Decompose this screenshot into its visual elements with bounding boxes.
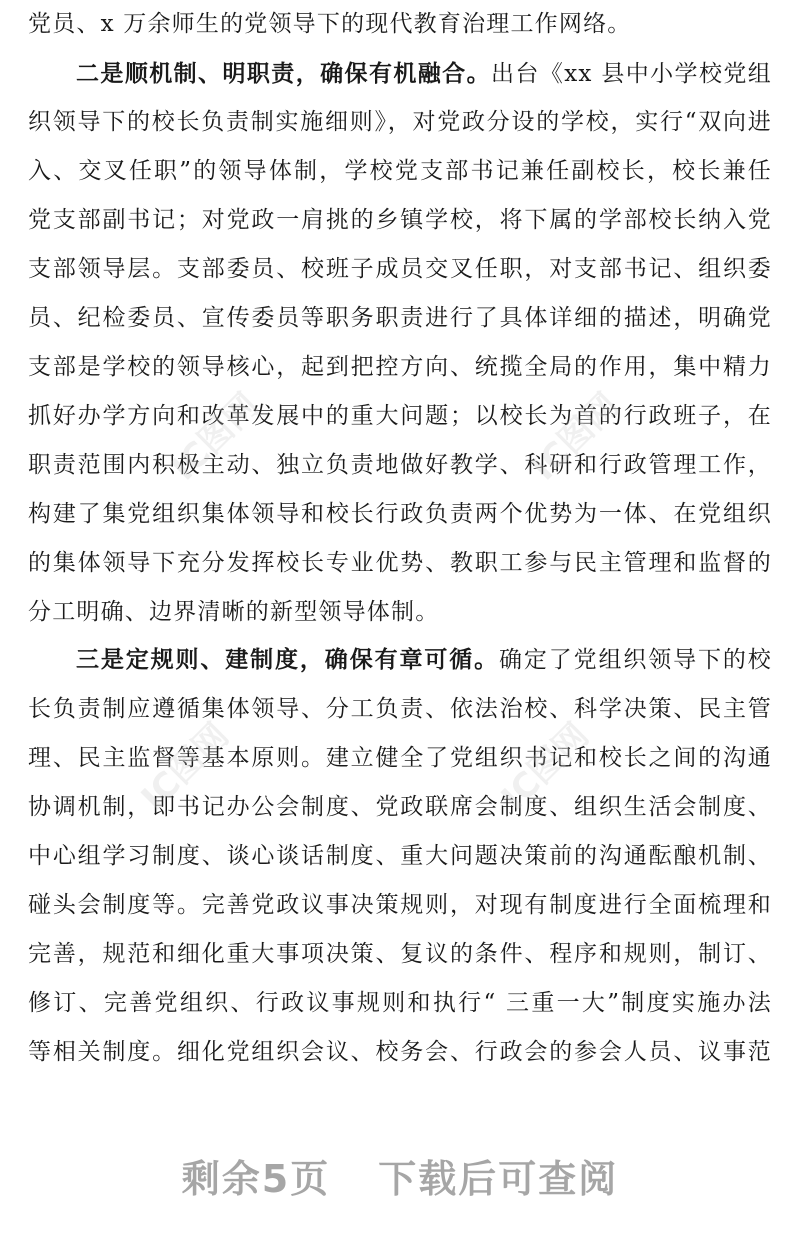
text-line-19: 碰头会制度等。完善党政议事决策规则，对现有制度进行全面梳理和 bbox=[28, 892, 772, 918]
section-heading-2: 二是顺机制、明职责，确保有机融合。 bbox=[76, 60, 492, 87]
text-line-16: 理、民主监督等基本原则。建立健全了党组织书记和校长之间的沟通 bbox=[28, 745, 772, 771]
download-prompt[interactable] bbox=[0, 1148, 800, 1203]
watermark: IC图网 bbox=[523, 385, 627, 489]
text-line-13: 分工明确、边界清晰的新型领导体制。 bbox=[28, 599, 440, 625]
watermark: IC图网 bbox=[163, 385, 267, 489]
text-line-22: 等相关制度。细化党组织会议、校务会、行政会的参会人员、议事范 bbox=[28, 1039, 772, 1065]
text-line-18: 中心组学习制度、谈心谈话制度、重大问题决策前的沟通酝酿机制、 bbox=[28, 843, 772, 869]
section-heading-3: 三是定规则、建制度，确保有章可循。 bbox=[76, 646, 499, 673]
text-line-4: 入、交叉任职”的领导体制，学校党支部书记兼任副校长，校长兼任 bbox=[28, 158, 772, 184]
text-line-8: 支部是学校的领导核心，起到把控方向、统揽全局的作用，集中精力 bbox=[28, 354, 772, 380]
text-line-17: 协调机制，即书记办公会制度、党政联席会制度、组织生活会制度、 bbox=[28, 794, 772, 820]
watermark: IC图网 bbox=[493, 715, 597, 819]
text-line-11: 构建了集党组织集体领导和校长行政负责两个优势为一体、在党组织 bbox=[28, 501, 772, 527]
text-line-9: 抓好办学方向和改革发展中的重大问题；以校长为首的行政班子，在 bbox=[28, 403, 772, 429]
text-line-3: 织领导下的校长负责制实施细则》，对党政分设的学校，实行“双向进 bbox=[28, 109, 772, 135]
text-line-21: 修订、完善党组织、行政议事规则和执行“ 三重一大”制度实施办法 bbox=[28, 990, 772, 1016]
text-line-1: 党员、x 万余师生的党领导下的现代教育治理工作网络。 bbox=[28, 11, 632, 37]
text-line-10: 职责范围内积极主动、独立负责地做好教学、科研和行政管理工作， bbox=[28, 452, 772, 478]
text-line-2: 二是顺机制、明职责，确保有机融合。出台《xx 县中小学校党组 bbox=[76, 60, 772, 87]
text-line-6: 支部领导层。支部委员、校班子成员交叉任职，对支部书记、组织委 bbox=[28, 256, 772, 282]
watermark: IC图网 bbox=[133, 715, 237, 819]
remaining-pages-label: 剩余5页 bbox=[181, 1157, 331, 1201]
text-line-5: 党支部副书记；对党政一肩挑的乡镇学校，将下属的学部校长纳入党 bbox=[28, 207, 772, 233]
text-line-7: 员、纪检委员、宣传委员等职务职责进行了具体详细的描述，明确党 bbox=[28, 305, 772, 331]
text-line-14: 三是定规则、建制度，确保有章可循。确定了党组织领导下的校 bbox=[76, 646, 772, 673]
download-to-view-label: 下载后可查阅 bbox=[378, 1157, 619, 1201]
text-line-12: 的集体领导下充分发挥校长专业优势、教职工参与民主管理和监督的 bbox=[28, 550, 772, 576]
text-line-20: 完善，规范和细化重大事项决策、复议的条件、程序和规则，制订、 bbox=[28, 941, 772, 967]
text-line-15: 长负责制应遵循集体领导、分工负责、依法治校、科学决策、民主管 bbox=[28, 696, 772, 722]
